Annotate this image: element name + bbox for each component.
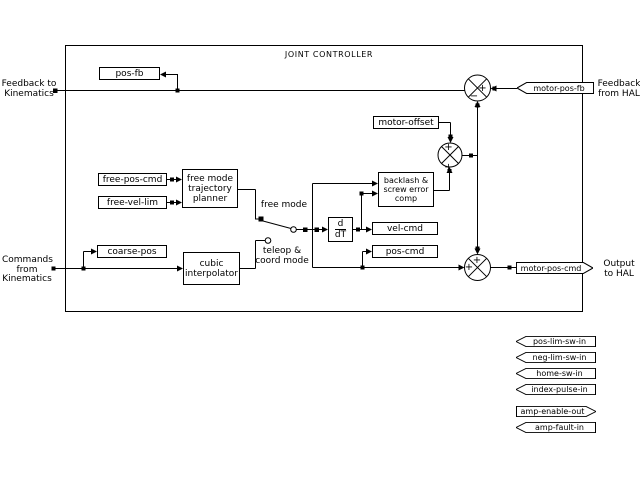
label-free-mode: free mode: [260, 200, 308, 210]
diagram-title: JOINT CONTROLLER: [284, 50, 374, 59]
block-free-pos-cmd: free-pos-cmd: [98, 173, 167, 186]
hal-pin-motor-pos-cmd: motor-pos-cmd: [516, 262, 593, 274]
label-output-to-hal: Output to HAL: [603, 259, 635, 279]
block-backlash-screw-error-comp: backlash & screw error comp: [378, 172, 434, 207]
block-cubic-interpolator: cubic interpolator: [183, 252, 240, 285]
switch-free-mode-terminal: [259, 217, 264, 222]
hal-pin-index-pulse-in: index-pulse-in: [516, 384, 596, 395]
mode-switch-blade: [263, 221, 291, 229]
feedback-junction-plus-sign: +: [478, 82, 487, 94]
hal-pin-pos-lim-sw-in: pos-lim-sw-in: [516, 336, 596, 347]
label-teleop-coord-mode: teleop & coord mode: [255, 246, 309, 266]
block-pos-fb: pos-fb: [99, 67, 160, 80]
switch-teleop-contact: [265, 238, 271, 244]
switch-common-contact: [291, 227, 297, 233]
block-free-mode-trajectory-planner: free mode trajectory planner: [182, 169, 238, 208]
block-free-vel-lim: free-vel-lim: [98, 196, 167, 209]
hal-pin-home-sw-in: home-sw-in: [516, 368, 596, 379]
arrowheads: [91, 72, 497, 272]
output-junction-top-plus-sign: +: [472, 254, 482, 266]
output-junction-left-plus-sign: +: [464, 261, 474, 273]
block-pos-cmd: pos-cmd: [372, 245, 438, 258]
label-feedback-to-kinematics: Feedback to Kinematics: [1, 79, 57, 99]
block-motor-offset: motor-offset: [373, 116, 439, 129]
block-derivative: d dT: [328, 217, 353, 242]
block-vel-cmd: vel-cmd: [372, 222, 438, 235]
hal-pin-neg-lim-sw-in: neg-lim-sw-in: [516, 352, 596, 363]
hal-pin-amp-enable-out: amp-enable-out: [516, 406, 596, 417]
hal-pin-amp-fault-in: amp-fault-in: [516, 422, 596, 433]
summing-junctions: [438, 75, 491, 281]
switch-contacts: [265, 227, 296, 244]
block-coarse-pos: coarse-pos: [97, 245, 167, 258]
label-feedback-from-hal: Feedback from HAL: [597, 79, 640, 99]
label-commands-from-kinematics: Commands from Kinematics: [2, 255, 53, 284]
feedback-junction-minus-sign: −: [469, 90, 479, 102]
hal-pin-motor-pos-fb: motor-pos-fb: [517, 82, 594, 94]
offset-junction-bottom-plus-sign: +: [444, 161, 453, 173]
offset-junction-top-plus-sign: +: [444, 141, 453, 153]
